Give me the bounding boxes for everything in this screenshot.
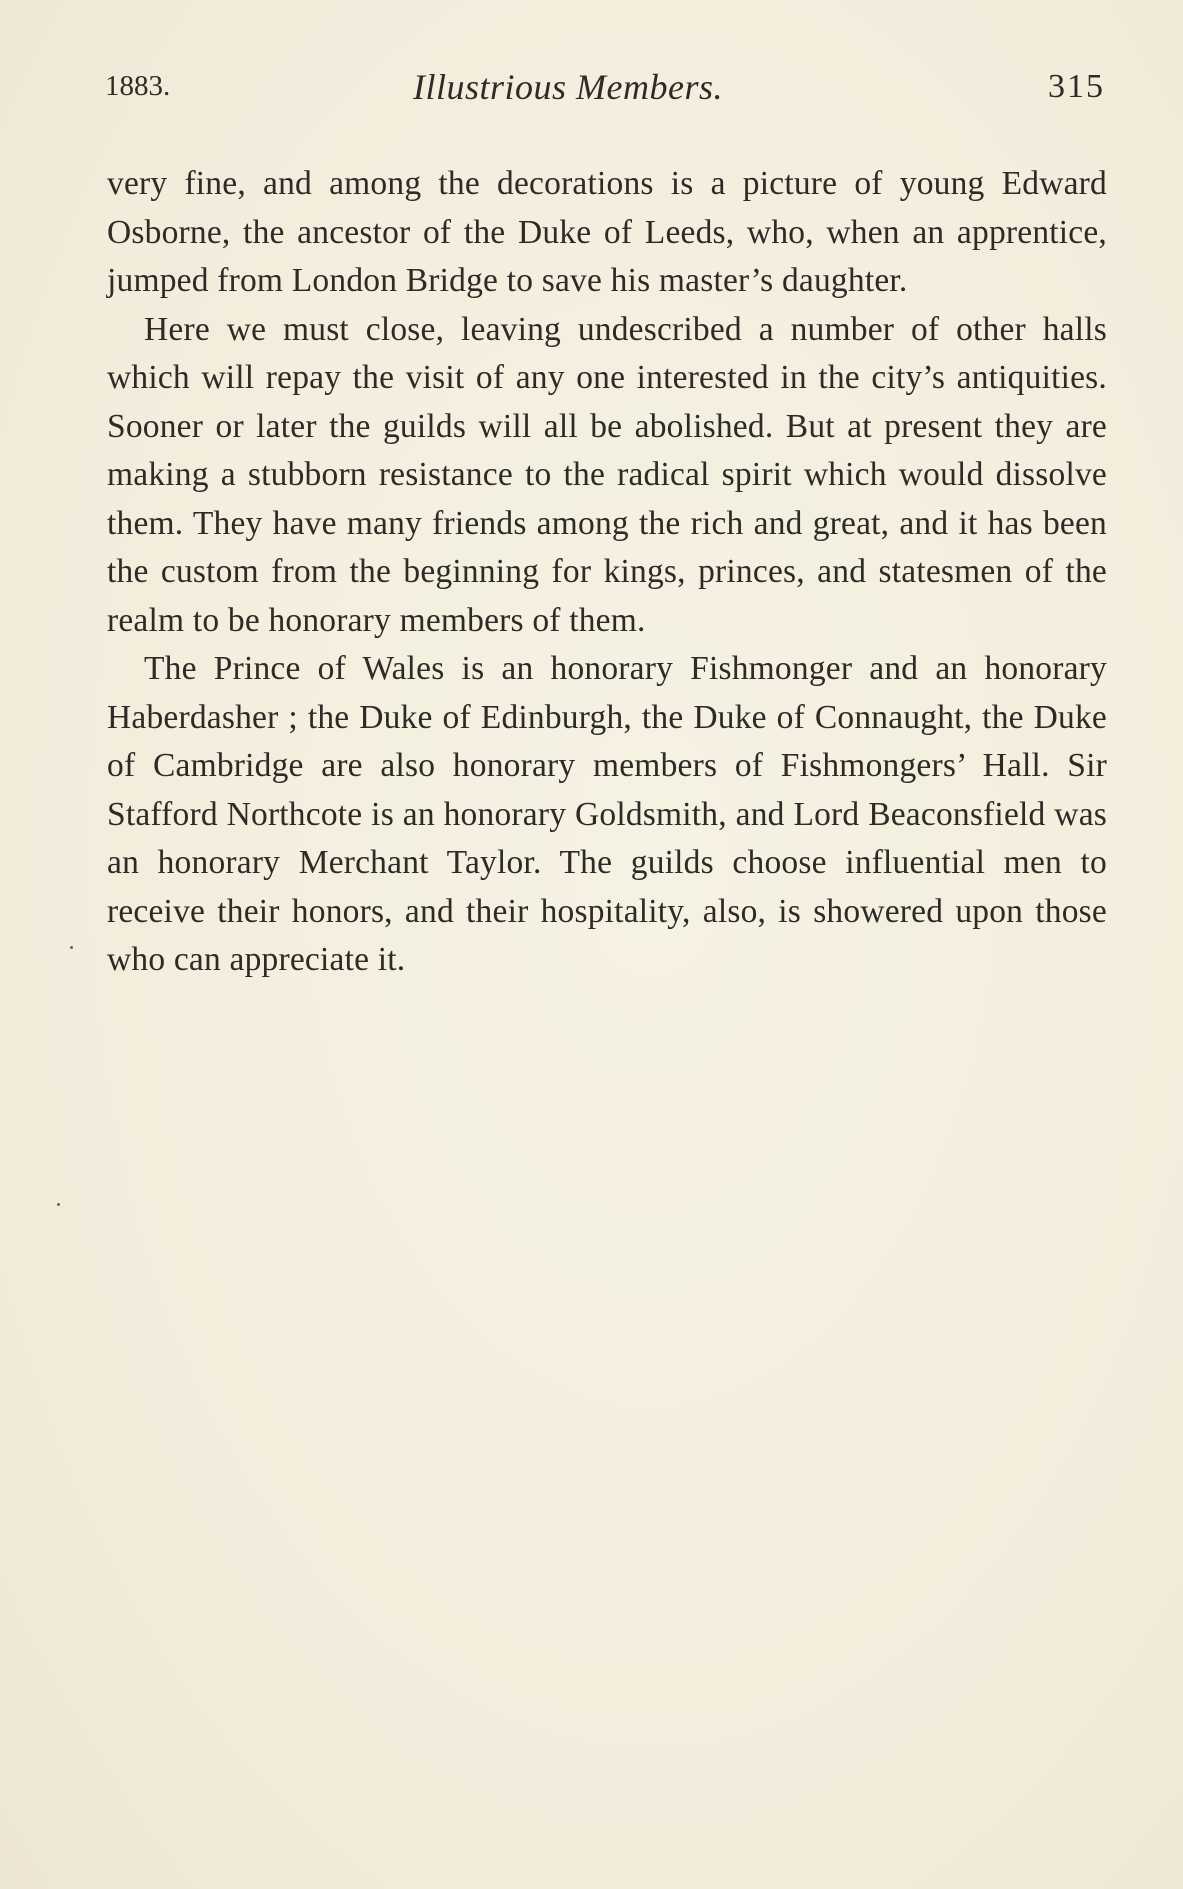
paragraph-3: The Prince of Wales is an honorary Fishmonger and an honorary Haberdasher ; the Duke of Edinburgh, the Duke of Connaught, the Duke of Cambridge are also honorary members of Fishmongers’ Hall. Sir Stafford Northcote is an honorary Goldsmith, and Lord Beaconsfield was an honorary Merchant Taylor. The guilds choose influential men to receive their honors, and their hospitality, also, is showered upon those who can appreciate it. xyxy=(107,650,1107,978)
body-text xyxy=(107,160,1107,985)
running-head-year: 1883. xyxy=(105,70,171,102)
paper-speck xyxy=(57,1203,60,1206)
paper-speck xyxy=(70,946,73,949)
paragraph-1: very fine, and among the decorations is a picture of young Edward Osborne, the ancestor of the Duke of Leeds, who, when an apprentice, jumped from London Bridge to save his master’s daughter. xyxy=(107,165,1107,299)
running-head-title: Illustrious Members. xyxy=(413,67,723,107)
running-head xyxy=(105,62,1105,112)
page-number: 315 xyxy=(1048,68,1105,105)
paragraph-2: Here we must close, leaving undescribed a number of other halls which will repay the visit of any one interested in the city’s antiquities. Sooner or later the guilds will all be abolished. But at present they are making a stubborn resistance to the radical spirit which would dissolve them. They have many friends among the rich and great, and it has been the custom from the beginning for kings, princes, and statesmen of the realm to be honorary members of them. xyxy=(107,310,1107,639)
